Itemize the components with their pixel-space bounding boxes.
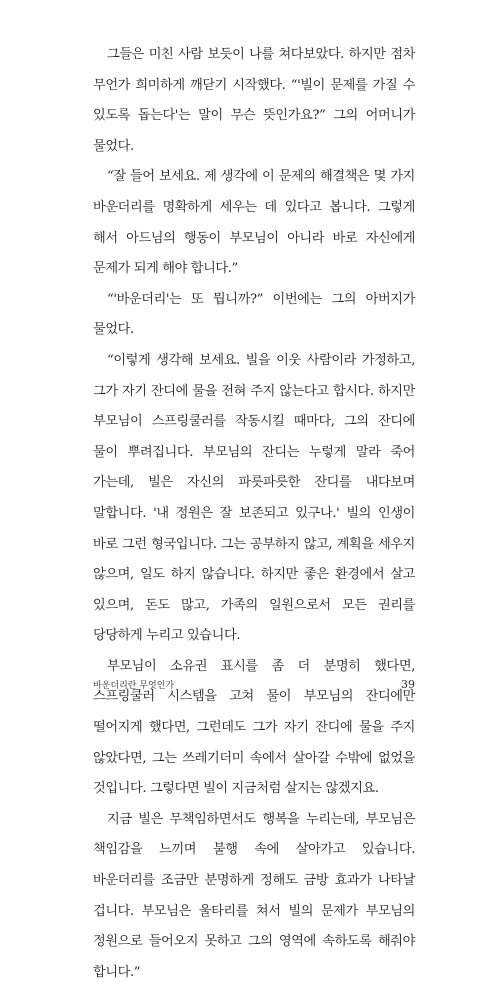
paragraph: “'바운더리'는 또 뭡니까?” 이번에는 그의 아버지가 물었다. xyxy=(93,291,415,338)
paragraph: 지금 빌은 무책임하면서도 행복을 누리는데, 부모님은 책임감을 느끼며 불행 속에 살아가고 있습니다. 바운더리를 조금만 분명하게 정해도 금방 효과가 나타날 겁니다. 부모님은 울타리를 쳐서 빌의 문제가 부모님의 정원으로 들어오지 못하고 그의 영역에 속하도록 해줘야 합니다.” xyxy=(93,811,415,980)
paragraph: “잘 들어 보세요. 제 생각에 이 문제의 해결책은 몇 가지 바운더리를 명확하게 세우는 데 있다고 봅니다. 그렇게 해서 아드님의 행동이 부모님이 아니라 바로 자신에게 문제가 되게 해야 합니다.” xyxy=(93,169,415,277)
running-title: 바운더리란 무엇인가 xyxy=(93,681,175,691)
page-number: 39 xyxy=(401,678,415,691)
paragraph: 그들은 미친 사람 보듯이 나를 쳐다보았다. 하지만 점차 무언가 희미하게 깨닫기 시작했다. “'빌이 문제를 가질 수 있도록 돕는다'는 말이 무슨 뜻인가요?” 그의 어머니가 물었다. xyxy=(93,47,415,154)
paragraph: “이렇게 생각해 보세요. 빌을 이웃 사람이라 가정하고, 그가 자기 잔디에 물을 전혀 주지 않는다고 합시다. 하지만 부모님이 스프링쿨러를 작동시킬 때마다, 그의 잔디에 물이 뿌려집니다. 부모님의 잔디는 누렇게 말라 죽어 가는데, 빌은 자신의 파릇파릇한 잔디를 내다보며 말합니다. '내 정원은 잘 보존되고 있구나.' 빌의 인생이 바로 그런 형국입니다. 그는 공부하지 않고, 계획을 세우지 않으며, 일도 하지 않습니다. 하지만 좋은 환경에서 살고 있으며, 돈도 많고, 가족의 일원으로서 모든 권리를 당당하게 누리고 있습니다. xyxy=(93,352,415,644)
page-footer xyxy=(93,678,415,691)
body-text xyxy=(93,40,415,988)
paragraph: 부모님이 소유권 표시를 좀 더 분명히 했다면, 스프링쿨러 시스템을 고쳐 물이 부모님의 잔디에만 떨어지게 했다면, 그런데도 그가 자기 잔디에 물을 주지 않았다면, 그는 쓰레기더미 속에서 살아갈 수밖에 없었을 것입니다. 그렇다면 빌이 지금처럼 살지는 않겠지요. xyxy=(93,658,415,797)
